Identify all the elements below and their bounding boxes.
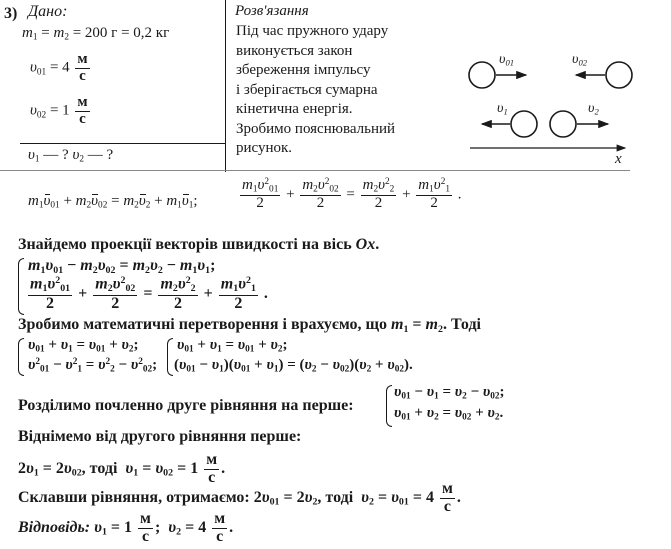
system-brace-3	[167, 338, 173, 376]
solution-line: рисунок.	[236, 140, 293, 156]
solution-line: Зробимо пояснювальний	[236, 120, 396, 137]
divided-eq-2: $\upsilon_{01} + \upsilon_2 = \upsilon_{02} + \upsilon_2$.	[394, 405, 504, 423]
solution-line: збереження імпульсу	[236, 62, 371, 78]
system-brace-4	[386, 385, 392, 427]
ball-1-before	[469, 62, 495, 88]
given-divider-line	[20, 143, 225, 144]
projection-momentum: $m_1\upsilon_{01} - m_2\upsilon_{02} = m_2\upsilon_2 - m_1\upsilon_1$;	[28, 257, 216, 276]
label-v2: $\upsilon_2$	[588, 101, 599, 117]
label-v1: $\upsilon_1$	[497, 101, 508, 117]
momentum-vector-equation: $m_1\upsilon_{01} + m_2\upsilon_{02} = m_2\upsilon_2 + m_1\upsilon_1$;	[28, 193, 198, 211]
collision-figure	[460, 38, 635, 168]
solution-line: виконується закон	[236, 42, 353, 59]
solution-line: кінетична енергія.	[236, 101, 353, 117]
result-v1: $2\upsilon_1 = 2\upsilon_{02}$, тоді $\upsilon_1 = \upsilon_{02} = 1$ $\frac{м}{с}$ .	[18, 451, 226, 486]
answer: Відповідь: $\upsilon_1 = 1$ $\frac{м}{с}$ ; $\upsilon_2 = 4$ $\frac{м}{с}$ .	[18, 510, 234, 545]
system-brace-1	[18, 258, 24, 315]
given-vertical-rule	[225, 0, 226, 172]
system-brace-2	[18, 338, 24, 376]
ball-1-after	[511, 111, 537, 137]
factored-momentum: $\upsilon_{01} + \upsilon_1 = \upsilon_{01} + \upsilon_2$;	[177, 337, 288, 355]
factored-energy: $(\upsilon_{01} - \upsilon_1)(\upsilon_{01} + \upsilon_1) = (\upsilon_2 - \upsilon_{02})(\upsilon_2 + \upsilon_{02})$.	[174, 357, 413, 375]
solution-text	[236, 22, 395, 159]
divide-text: Розділимо почленно друге рівняння на перше:	[18, 397, 354, 414]
axis-label-x: x	[615, 151, 622, 167]
energy-equation: $\frac{m_1\upsilon^2_{01}}{2}$ + $\frac{m_2\upsilon^2_{02}}{2}$ = $\frac{m_2\upsilon^2_2}{2}$ + $\frac{m_1\upsilon^2_1}{2}$ .	[242, 177, 462, 212]
given-heading: Дано:	[28, 3, 68, 20]
problem-number: 3)	[4, 5, 18, 22]
top-separator	[0, 170, 630, 171]
ball-2-after	[550, 111, 576, 137]
given-mass-line: $m_1 = m_2 = 200$ г = 0,2 кг	[22, 25, 170, 43]
solution-line: і зберігається сумарна	[236, 81, 378, 98]
simplified-energy: $\upsilon^2_{01} - \upsilon^2_1 = \upsilon^2_2 - \upsilon^2_{02}$;	[28, 357, 158, 375]
given-v02: $\upsilon_{02} = 1$ $\frac{м}{с}$	[30, 94, 88, 127]
given-unknown: $\upsilon_1$ — ? $\upsilon_2$ — ?	[28, 147, 114, 165]
given-v01: $\upsilon_{01} = 4$ $\frac{м}{с}$	[30, 51, 88, 84]
projection-energy: $\frac{m_1\upsilon^2_{01}}{2}$ + $\frac{m_2\upsilon^2_{02}}{2}$ = $\frac{m_2\upsilon^2_2}{2}$ + $\frac{m_1\upsilon^2_1}{2}$ .	[30, 275, 268, 312]
label-v01: $\upsilon_{01}$	[499, 52, 515, 68]
result-v2: Склавши рівняння, отримаємо: $2\upsilon_{01} = 2\upsilon_2$, тоді $\upsilon_2 = \upsilon_{01} = 4$ $\frac{м}{с}$ .	[18, 480, 461, 515]
divided-eq-1: $\upsilon_{01} - \upsilon_1 = \upsilon_2 - \upsilon_{02}$;	[394, 384, 505, 402]
solution-line: Під час пружного удару	[236, 23, 389, 39]
subtract-text: Віднімемо від другого рівняння перше:	[18, 428, 302, 445]
transform-text: Зробимо математичні перетворення і врахуємо, що $m_1 = m_2$. Тоді	[18, 316, 481, 335]
projection-text: Знайдемо проекції векторів швидкості на вісь Ox.	[18, 236, 380, 253]
ball-2-before	[606, 62, 632, 88]
label-v02: $\upsilon_{02}$	[572, 52, 588, 68]
simplified-momentum: $\upsilon_{01} + \upsilon_1 = \upsilon_{01} + \upsilon_2$;	[28, 337, 139, 355]
answer-label: Відповідь:	[18, 518, 91, 536]
solution-heading: Розв'язання	[235, 3, 309, 19]
